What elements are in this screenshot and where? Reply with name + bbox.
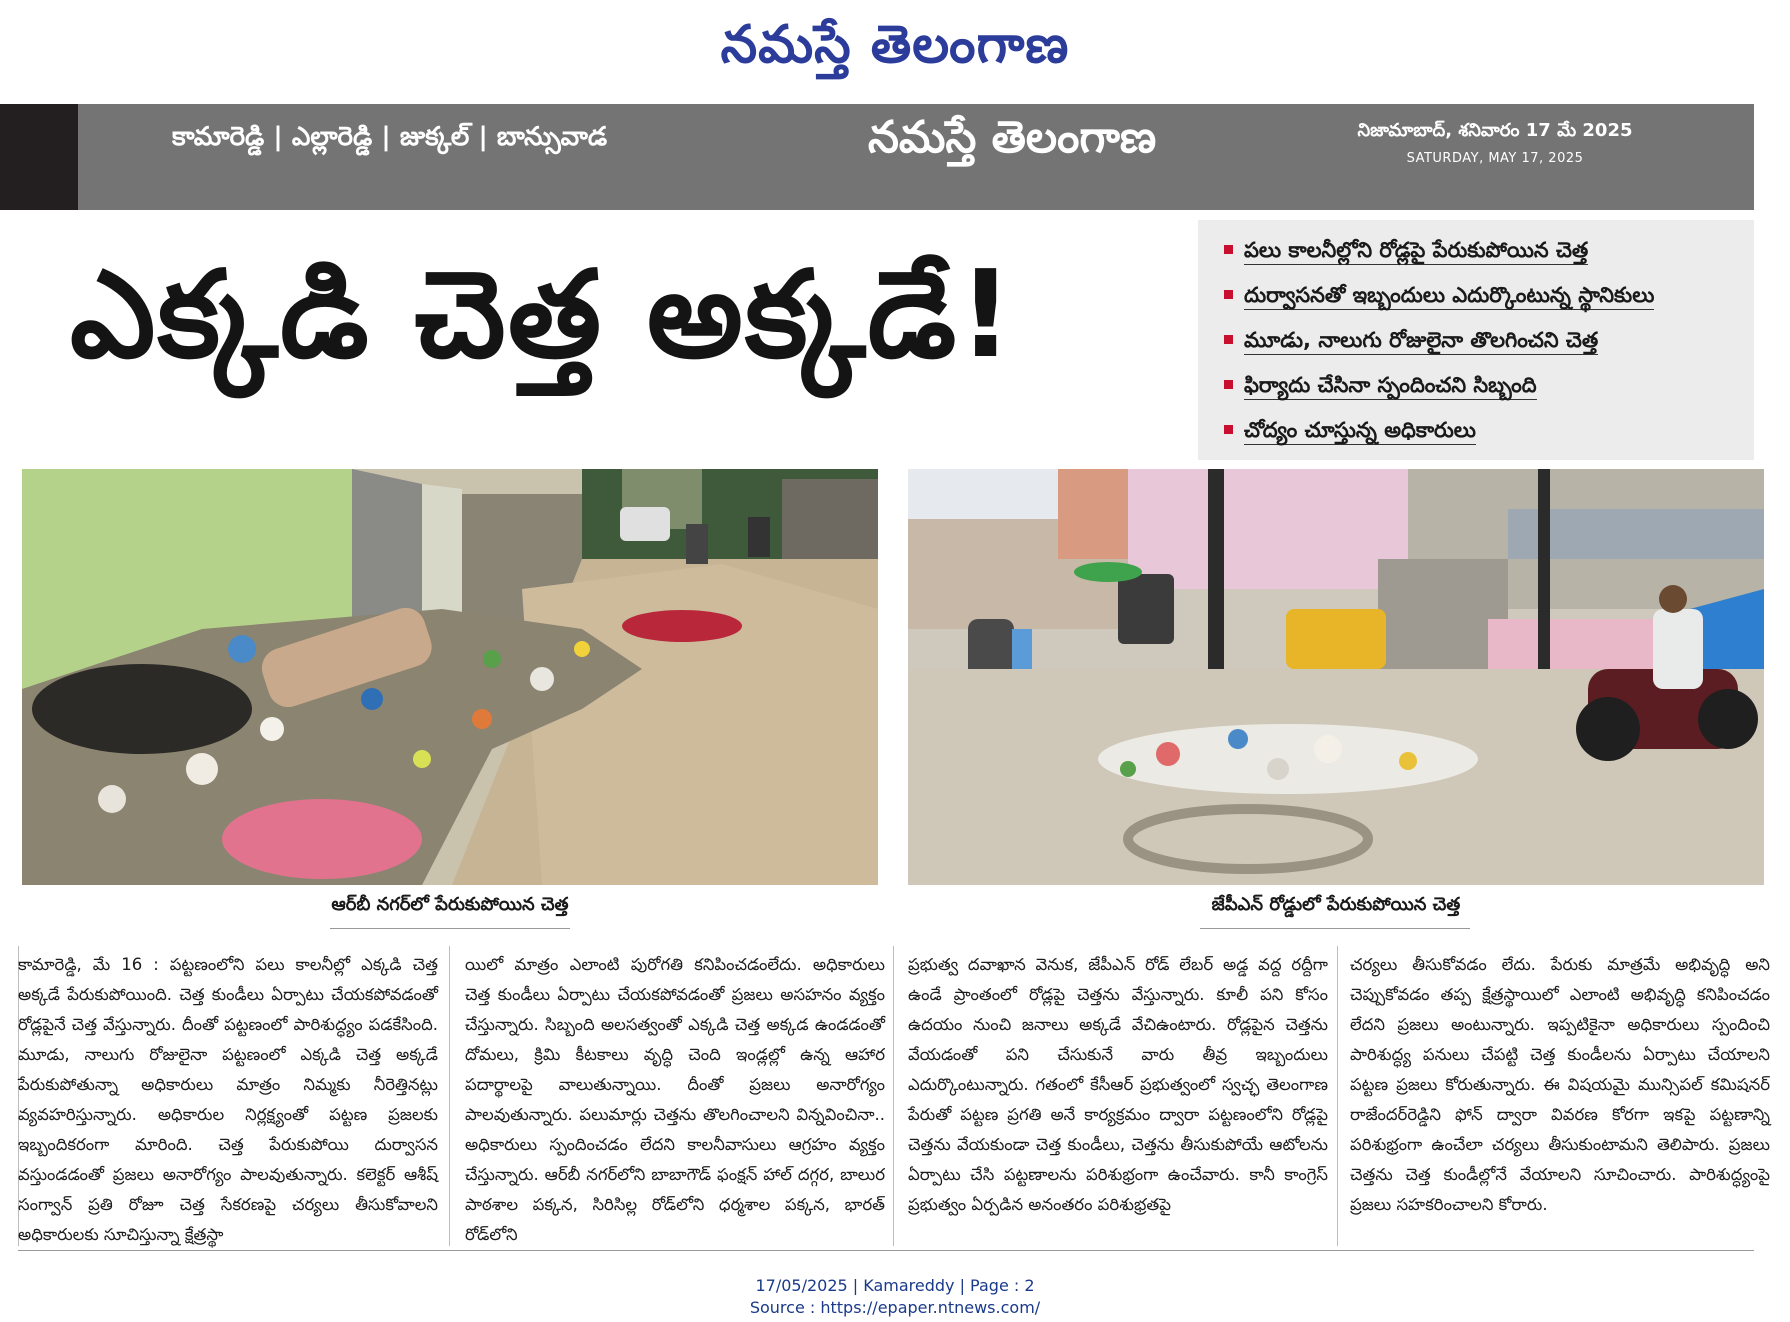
headline: ఎక్కడి చెత్త అక్కడే! xyxy=(70,246,1015,385)
caption-left: ఆర్‌బీ నగర్‌లో పేరుకుపోయిన చెత్త xyxy=(331,894,569,915)
band-title: నమస్తే తెలంగాణ xyxy=(868,112,1157,163)
highlight-item: దుర్వాసనతో ఇబ్బందులు ఎదుర్కొంటున్న స్థానికులు xyxy=(1224,275,1754,320)
bullet-square-icon xyxy=(1224,380,1233,389)
photo-rb-nagar xyxy=(22,469,878,885)
highlight-item: మూడు, నాలుగు రోజులైనా తొలగించని చెత్త xyxy=(1224,320,1754,365)
band-left-block xyxy=(0,104,78,210)
caption-left-rule xyxy=(330,928,570,929)
article-column-3: ప్రభుత్వ దవాఖాన వెనుక, జేపీఎన్ రోడ్ లేబర్ అడ్డ వద్ద రద్దీగా ఉండే ప్రాంతంలో రోడ్లపై చెత్తను వేస్తున్నారు. కూలీ పని కోసం ఉదయం నుంచి జనాలు అక్కడే వేచిఉంటారు. రోడ్లపైన చెత్తను వేయడంతో పని చేసుకునే వారు తీవ్ర ఇబ్బందులు ఎదుర్కొంటున్నారు. గతంలో కేసీఆర్ ప్రభుత్వంలో స్వచ్ఛ తెలంగాణ పేరుతో పట్టణ ప్రగతి అనే కార్యక్రమం ద్వారా పట్టణంలోని రోడ్లపై చెత్తను వేయకుండా చెత్త కుండీలు, చెత్తను తీసుకుపోయే ఆటోలను ఏర్పాటు చేసి పట్టణాలను పరిశుభ్రంగా ఉంచేవారు. కానీ కాంగ్రెస్ ప్రభుత్వం ఏర్పడిన అనంతరం పరిశుభ్రతపై xyxy=(908,955,1328,1214)
bottom-rule xyxy=(18,1250,1754,1251)
highlight-item: పలు కాలనీల్లోని రోడ్లపై పేరుకుపోయిన చెత్త xyxy=(1224,230,1754,275)
caption-right-rule xyxy=(1200,928,1470,929)
garbage-junction-image xyxy=(908,469,1764,885)
column-rule xyxy=(893,946,894,1246)
column-rule xyxy=(449,946,450,1246)
bullet-square-icon xyxy=(1224,425,1233,434)
date-english: SATURDAY, MAY 17, 2025 xyxy=(1406,151,1584,166)
caption-right: జేపీఎన్ రోడ్డులో పేరుకుపోయిన చెత్త xyxy=(1211,894,1461,915)
date-telugu: నిజామాబాద్, శనివారం 17 మే 2025 xyxy=(1357,120,1633,141)
highlight-item: ఫిర్యాదు చేసినా స్పందించని సిబ్బంది xyxy=(1224,365,1754,410)
column-rule xyxy=(1337,946,1338,1246)
footer-source-link[interactable]: Source : https://epaper.ntnews.com/ xyxy=(749,1298,1041,1317)
article-column-1: కామారెడ్డి, మే 16 : పట్టణంలోని పలు కాలనీల్లో ఎక్కడి చెత్త అక్కడే పేరుకుపోయింది. చెత్త కుండీలు ఏర్పాటు చేయకపోవడంతో రోడ్లపైనే చెత్త వేస్తున్నారు. దీంతో పట్టణంలో పారిశుద్ధ్యం పడకేసింది. మూడు, నాలుగు రోజులైనా పట్టణంలో ఎక్కడి చెత్త అక్కడే పేరుకుపోతున్నా అధికారులు మాత్రం నిమ్మకు నీరెత్తినట్లు వ్యవహరిస్తున్నారు. అధికారుల నిర్లక్ష్యంతో పట్టణ ప్రజలకు ఇబ్బందికరంగా మారింది. చెత్త పేరుకుపోయి దుర్వాసన వస్తుండడంతో ప్రజలు అనారోగ్యం పాలవుతున్నారు. కలెక్టర్ ఆశీష్ సంగ్వాన్ ప్రతి రోజూ చెత్త సేకరణపై చర్యలు తీసుకోవాలని అధికారులకు సూచిస్తున్నా క్షేత్రస్థా xyxy=(18,955,438,1244)
photo-jpn-road xyxy=(908,469,1764,885)
dateline xyxy=(1330,120,1660,166)
bullet-square-icon xyxy=(1224,290,1233,299)
bullet-square-icon xyxy=(1224,335,1233,344)
highlight-item: చోద్యం చూస్తున్న అధికారులు xyxy=(1224,410,1754,455)
masthead-logo: నమస్తే తెలంగాణ xyxy=(720,14,1070,75)
highlights-list xyxy=(1198,220,1754,455)
garbage-lane-image xyxy=(22,469,878,885)
article-column-4: చర్యలు తీసుకోవడం లేదు. పేరుకు మాత్రమే అభివృద్ధి అని చెప్పుకోవడం తప్ప క్షేత్రస్థాయిలో ఎలాంటి అభివృద్ధి కనిపించడం లేదని ప్రజలు అంటున్నారు. ఇప్పటికైనా అధికారులు స్పందించి పారిశుద్ధ్య పనులు చేపట్టి చెత్త కుండీలను ఏర్పాటు చేయాలని పట్టణ ప్రజలు కోరుతున్నారు. ఈ విషయమై మున్సిపల్ కమిషనర్ రాజేందర్‌రెడ్డిని ఫోన్ ద్వారా వివరణ కోరగా ఇకపై పట్టణాన్ని పరిశుభ్రంగా ఉంచేలా చర్యలు తీసుకుంటామని తెలిపారు. ప్రజలు చెత్తను చెత్త కుండీల్లోనే వేయాలని సూచించారు. పారిశుద్ధ్యంపై ప్రజలు సహకరించాలని కోరారు. xyxy=(1350,955,1770,1214)
highlights-box xyxy=(1198,220,1754,460)
article-column-2: యిలో మాత్రం ఎలాంటి పురోగతి కనిపించడంలేదు. అధికారులు చెత్త కుండీలు ఏర్పాటు చేయకపోవడంతో ప్రజలు అసహనం వ్యక్తం చేస్తున్నారు. సిబ్బంది అలసత్వంతో ఎక్కడి చెత్త అక్కడ ఉండడంతో దోమలు, క్రిమి కీటకాలు వృద్ధి చెంది ఇండ్లల్లో ఉన్న ఆహార పదార్థాలపై వాలుతున్నాయి. దీంతో ప్రజలు అనారోగ్యం పాలవుతున్నారు. పలుమార్లు చెత్తను తొలగించాలని విన్నవించినా.. అధికారులు స్పందించడం లేదని కాలనీవాసులు ఆగ్రహం వ్యక్తం చేస్తున్నారు. ఆర్‌బీ నగర్‌లోని బాబాగౌడ్ ఫంక్షన్ హాల్ దగ్గర, బాలుర పాఠశాల పక్కన, సిరిసిల్ల రోడ్‌లోని ధర్మశాల పక్కన, భారత్ రోడ్‌లోని xyxy=(465,955,885,1244)
footer-page-info: 17/05/2025 | Kamareddy | Page : 2 xyxy=(755,1276,1035,1295)
bullet-square-icon xyxy=(1224,245,1233,254)
region-list: కామారెడ్డి | ఎల్లారెడ్డి | జుక్కల్ | బాన్సువాడ xyxy=(172,122,608,152)
